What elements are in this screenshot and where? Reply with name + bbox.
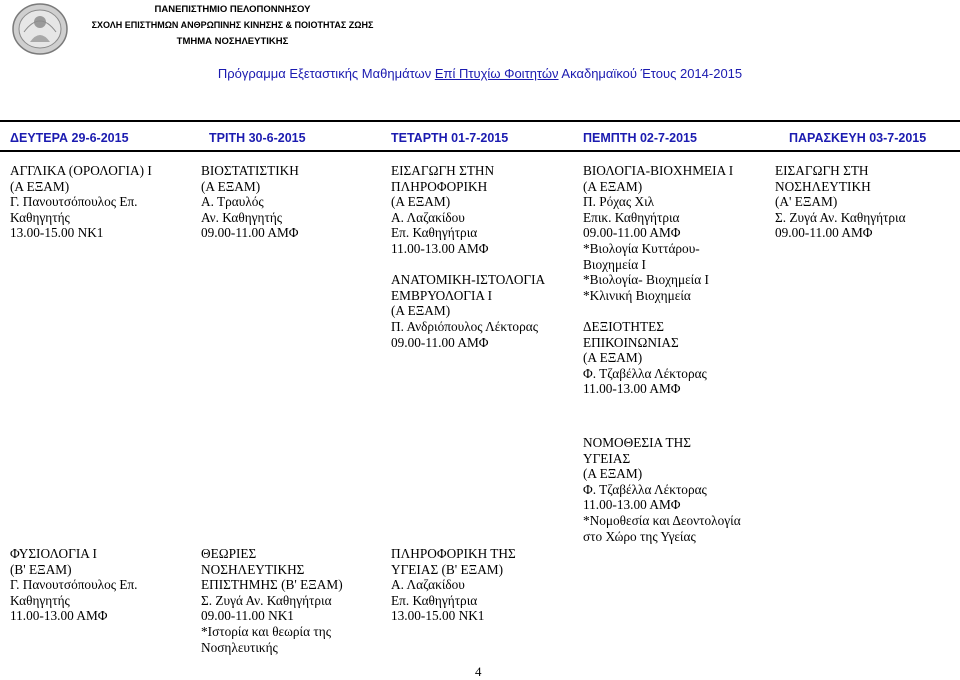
cell-line: 09.00-11.00 ΝΚ1	[201, 608, 294, 624]
cell-line: Επ. Καθηγήτρια	[391, 225, 478, 241]
cell-line: 11.00-13.00 ΑΜΦ	[583, 497, 681, 513]
divider-header	[0, 150, 960, 152]
cell-line: Σ. Ζυγά Αν. Καθηγήτρια	[775, 209, 906, 225]
day-header-thursday: ΠΕΜΠΤΗ 02-7-2015	[583, 131, 697, 145]
cell-line: 09.00-11.00 ΑΜΦ	[583, 225, 681, 241]
university-seal-icon	[10, 2, 70, 56]
cell-line: Α. Τραυλός	[201, 194, 264, 210]
cell-line: 09.00-11.00 ΑΜΦ	[775, 225, 873, 241]
cell-line: Α. Λαζακίδου	[391, 209, 465, 225]
cell-line: (Α ΕΞΑΜ)	[583, 178, 643, 194]
cell-line: ΝΟΣΗΛΕΥΤΙΚΗ	[775, 178, 871, 194]
cell-line: 11.00-13.00 ΑΜΦ	[10, 608, 108, 624]
school-name: ΣΧΟΛΗ ΕΠΙΣΤΗΜΩΝ ΑΝΘΡΩΠΙΝΗΣ ΚΙΝΗΣΗΣ & ΠΟΙΟΤΗΤΑΣ ΖΩΗΣ	[91, 20, 374, 30]
cell-line: 11.00-13.00 ΑΜΦ	[583, 381, 681, 397]
cell-line: Γ. Πανουτσόπουλος Επ.	[10, 194, 138, 210]
day-header-tuesday: ΤΡΙΤΗ 30-6-2015	[209, 131, 306, 145]
cell-line: στο Χώρο της Υγείας	[583, 528, 696, 544]
cell-line: ΑΝΑΤΟΜΙΚΗ-ΙΣΤΟΛΟΓΙΑ	[391, 272, 546, 288]
page-number: 4	[475, 664, 482, 679]
cell-line: ΒΙΟΛΟΓΙΑ-ΒΙΟΧΗΜΕΙΑ Ι	[583, 163, 734, 178]
cell-line: *Ιστορία και θεωρία της	[201, 623, 331, 639]
cell-monday-2	[10, 546, 138, 624]
cell-line: (Α ΕΞΑΜ)	[391, 303, 451, 319]
title-part-3: Ακαδημαϊκού Έτους 2014-2015	[558, 66, 743, 81]
cell-line: *Βιολογία- Βιοχημεία Ι	[583, 272, 709, 288]
cell-line: ΕΜΒΡΥΟΛΟΓΙΑ Ι	[391, 287, 493, 303]
cell-line: 13.00-15.00 ΝΚ1	[391, 608, 485, 624]
page-title	[0, 66, 960, 81]
cell-spacer	[583, 303, 733, 319]
cell-line: Γ. Πανουτσόπουλος Επ.	[10, 577, 138, 593]
cell-line: Φ. Τζαβέλλα Λέκτορας	[583, 481, 707, 497]
cell-line: 09.00-11.00 ΑΜΦ	[201, 225, 299, 241]
cell-wednesday-2	[391, 546, 516, 624]
cell-line: Καθηγητής	[10, 209, 70, 225]
cell-line: 11.00-13.00 ΑΜΦ	[391, 240, 489, 256]
cell-line: *Κλινική Βιοχημεία	[583, 287, 691, 303]
cell-line: (Α ΕΞΑΜ)	[201, 178, 261, 194]
cell-monday-1	[10, 163, 152, 241]
cell-line: (Α ΕΞΑΜ)	[391, 194, 451, 210]
cell-line: Νοσηλευτικής	[201, 639, 278, 655]
cell-line: ΠΛΗΡΟΦΟΡΙΚΗ	[391, 178, 488, 194]
cell-line: ΕΠΙΣΤΗΜΗΣ (Β' ΕΞΑΜ)	[201, 577, 343, 593]
cell-line: *Νομοθεσία και Δεοντολογία	[583, 512, 741, 528]
cell-line: ΑΓΓΛΙΚΑ (ΟΡΟΛΟΓΙΑ) Ι	[10, 163, 152, 178]
title-part-2: Επί Πτυχίω Φοιτητών	[434, 66, 559, 81]
cell-line: ΝΟΣΗΛΕΥΤΙΚΗΣ	[201, 561, 305, 577]
cell-line: ΦΥΣΙΟΛΟΓΙΑ Ι	[10, 546, 97, 561]
cell-spacer	[391, 257, 545, 273]
cell-friday-1	[775, 163, 906, 241]
cell-line: ΔΕΞΙΟΤΗΤΕΣ	[583, 318, 664, 334]
cell-line: (Α ΕΞΑΜ)	[583, 466, 643, 482]
department-name: ΤΜΗΜΑ ΝΟΣΗΛΕΥΤΙΚΗΣ	[176, 36, 289, 47]
cell-thursday-2	[583, 435, 741, 544]
cell-line: Βιοχημεία Ι	[583, 256, 646, 272]
cell-line: (Α ΕΞΑΜ)	[583, 350, 643, 366]
cell-line: Π. Ανδριόπουλος Λέκτορας	[391, 318, 538, 334]
university-name: ΠΑΝΕΠΙΣΤΗΜΙΟ ΠΕΛΟΠΟΝΝΗΣΟΥ	[154, 4, 311, 15]
cell-line: 09.00-11.00 ΑΜΦ	[391, 334, 489, 350]
cell-line: (Α' ΕΞΑΜ)	[775, 194, 838, 210]
cell-line: ΥΓΕΙΑΣ (Β' ΕΞΑΜ)	[391, 561, 504, 577]
cell-line: Αν. Καθηγητής	[201, 209, 283, 225]
cell-line: Π. Ρόχας Χιλ	[583, 194, 655, 210]
cell-line: (Α ΕΞΑΜ)	[10, 178, 70, 194]
cell-line: Φ. Τζαβέλλα Λέκτορας	[583, 365, 707, 381]
cell-line: Επικ. Καθηγήτρια	[583, 209, 680, 225]
day-header-friday: ΠΑΡΑΣΚΕΥΗ 03-7-2015	[789, 131, 927, 145]
cell-line: ΕΙΣΑΓΩΓΗ ΣΤΗ	[775, 163, 869, 178]
cell-line: ΥΓΕΙΑΣ	[583, 450, 631, 466]
cell-line: ΕΙΣΑΓΩΓΗ ΣΤΗΝ	[391, 163, 495, 178]
cell-line: 13.00-15.00 ΝΚ1	[10, 225, 104, 241]
cell-line: Α. Λαζακίδου	[391, 577, 465, 593]
divider-top	[0, 120, 960, 122]
cell-line: Επ. Καθηγήτρια	[391, 592, 478, 608]
day-header-monday: ΔΕΥΤΕΡΑ 29-6-2015	[10, 131, 129, 145]
cell-line: (Β' ΕΞΑΜ)	[10, 561, 72, 577]
cell-tuesday-2	[201, 546, 343, 655]
cell-line: Σ. Ζυγά Αν. Καθηγήτρια	[201, 592, 332, 608]
cell-line: Καθηγητής	[10, 592, 70, 608]
cell-line: ΒΙΟΣΤΑΤΙΣΤΙΚΗ	[201, 163, 299, 178]
title-part-1: Πρόγραμμα Εξεταστικής Μαθημάτων	[217, 66, 435, 81]
cell-line: *Βιολογία Κυττάρου-	[583, 240, 700, 256]
day-header-wednesday: ΤΕΤΑΡΤΗ 01-7-2015	[391, 131, 509, 145]
cell-line: ΝΟΜΟΘΕΣΙΑ ΤΗΣ	[583, 435, 691, 450]
cell-wednesday-1	[391, 163, 545, 350]
cell-thursday-1	[583, 163, 733, 397]
cell-tuesday-1	[201, 163, 299, 241]
cell-line: ΠΛΗΡΟΦΟΡΙΚΗ ΤΗΣ	[391, 546, 516, 561]
cell-line: ΘΕΩΡΙΕΣ	[201, 546, 257, 561]
cell-line: ΕΠΙΚΟΙΝΩΝΙΑΣ	[583, 334, 679, 350]
